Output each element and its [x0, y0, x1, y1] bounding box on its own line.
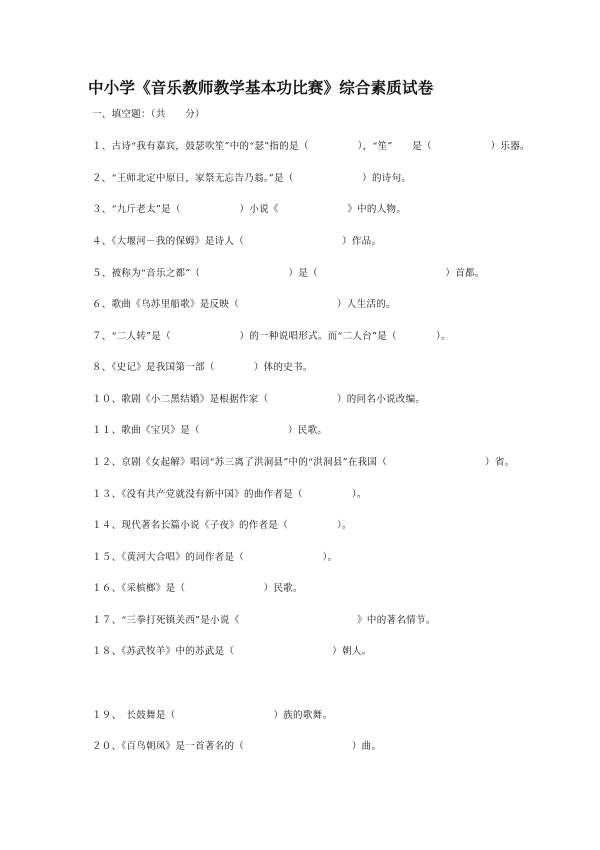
question-19: １９、 长鼓舞是（ ）族的歌舞。 [92, 710, 333, 721]
question-16: １６、《采槟榔》是（ ）民歌。 [92, 583, 303, 594]
exam-title: 中小学《音乐教师教学基本功比赛》综合素质试卷 [88, 78, 434, 97]
question-10: １０、歌剧《小二黑结婚》是根据作家（ ）的同名小说改编。 [92, 394, 426, 405]
question-2: ２、“王师北定中原日，家祭无忘告乃翁。”是（ ）的诗句。 [92, 173, 412, 184]
question-7: ７、“二人转”是（ ）的一种说唱形式。而“二人台”是（ ）。 [92, 331, 451, 342]
question-14: １４、现代著名长篇小说《子夜》的作者是（ ）。 [92, 520, 352, 531]
question-20: ２０、《百鸟朝凤》是一首著名的（ ）曲。 [92, 741, 382, 752]
section-heading: 一、填空题：（共 分） [92, 109, 205, 120]
question-4: ４、《大堰河－我的保姆》是诗人（ ）作品。 [92, 236, 382, 247]
question-18: １８、《苏武牧羊》中的苏武是（ ）朝人。 [92, 646, 372, 657]
question-17: １７、“三拳打死镇关西”是小说《 》中的著名情节。 [92, 615, 436, 626]
question-15: １５、《黄河大合唱》的词作者是（ ）。 [92, 552, 338, 563]
question-12: １２、京剧《女起解》唱词“苏三离了洪洞县”中的“洪洞县”在我国（ ）省。 [92, 457, 515, 468]
question-11: １１、歌曲《宝贝》是（ ）民歌。 [92, 425, 328, 436]
question-6: ６、歌曲《乌苏里船歌》是反映（ ）人生活的。 [92, 299, 396, 310]
question-13: １３、《没有共产党就没有新中国》的曲作者是（ ）。 [92, 489, 367, 500]
question-5: ５、被称为“音乐之都”（ ）是（ ）首都。 [92, 268, 485, 279]
question-3: ３、“九斤老太”是（ ）小说《 》中的人物。 [92, 204, 407, 215]
question-1: １、古诗“我有嘉宾，鼓瑟吹笙”中的“瑟”指的是（ ），“笙” 是（ ）乐器。 [92, 141, 530, 152]
question-8: ８、《史记》是我国第一部（ ）体的史书。 [92, 362, 313, 373]
